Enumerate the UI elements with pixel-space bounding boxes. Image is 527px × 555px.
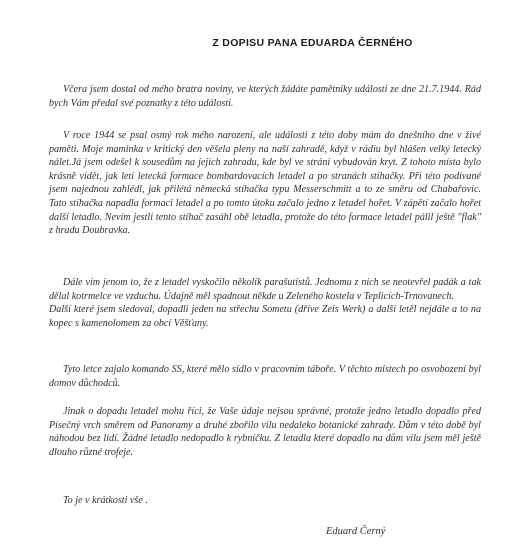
document-title: Z DOPISU PANA EDUARDA ČERNÉHO [212, 37, 413, 49]
paragraph-text: Jinak o dopadu letadel mohu říci, že Vaše údaje nejsou správné, protože jedno letadlo dopadlo před Písečný vrch směrem od Panoramy a druhé zbořilo vilu nedaleko botanické zahrady. Dům v této době byl náhodou bez lidí. Žádné letadlo nedopadlo k rybníčku. Z letadla které dopadlo na dům vilu jsem měl ještě dlouho různé trofeje. [49, 406, 481, 458]
paragraph-closing [49, 494, 481, 508]
paragraph-crash-sites [49, 405, 481, 459]
paragraph-text: Dále vím jenom to, že z letadel vyskočilo několik parašutistů. Jednomu z nich se neotevřel padák a tak dělal kotrmelce ve vzduchu. Údajně měl spadnout někde u Zeleného kostela v Teplicích-Trnovanech. [49, 277, 481, 302]
paragraph-text: Tyto letce zajalo komando SS, které mělo sídlo v pracovním táboře. V těchto místech po osvobození byl domov důchodců. [49, 364, 481, 389]
paragraph-ss-commando [49, 363, 481, 390]
signature: Eduard Černý [326, 526, 386, 537]
paragraph-intro [49, 83, 481, 110]
paragraph-text: To je v krátkosti vše . [63, 495, 148, 506]
paragraph-text: Další které jsem sledoval, dopadli jeden na střechu Sometu (dříve Zeis Werk) a další letěl nejdále a to na kopec s kamenolomem za obcí Věšťany. [49, 304, 481, 329]
paragraph-text: Včera jsem dostal od mého bratra noviny, ve kterých žádáte pamětníky události ze dne 21.7.1944. Rád bych Vám předal své poznatky z této události. [49, 84, 481, 109]
paragraph-parachutists [49, 276, 481, 330]
paragraph-text: V roce 1944 se psal osmý rok mého narození, ale události z této doby mám do dnešního dne v živé paměti. Moje maminka v kritický den věšela pleny na naší zahradě, když v rádiu byl hlášen velký letecký nálet.Já jsem odešel k sousedům na jejich zahradu, kde byl ve stráni vybudován kryt. Z tohoto místa bylo krásně vidět, jak letí letecká formace bombardovacích letadel a po stranách stíhačky. Při této podívané jsem najednou zahlédl, jak přilétá německá stíhačka typu Messerschmitt a to ze směru od Chabařovic. Tato stíhačka napadla formaci letadel a po tomto útoku začalo jedno z letadel hořet. V zápětí začalo hořet další letadlo. Nevím jestli tento stíhač zasáhl obě letadla, protože do této formace letadel pálil ještě "flak" z hradu Doubravka. [49, 130, 481, 237]
paragraph-memory [49, 129, 481, 238]
